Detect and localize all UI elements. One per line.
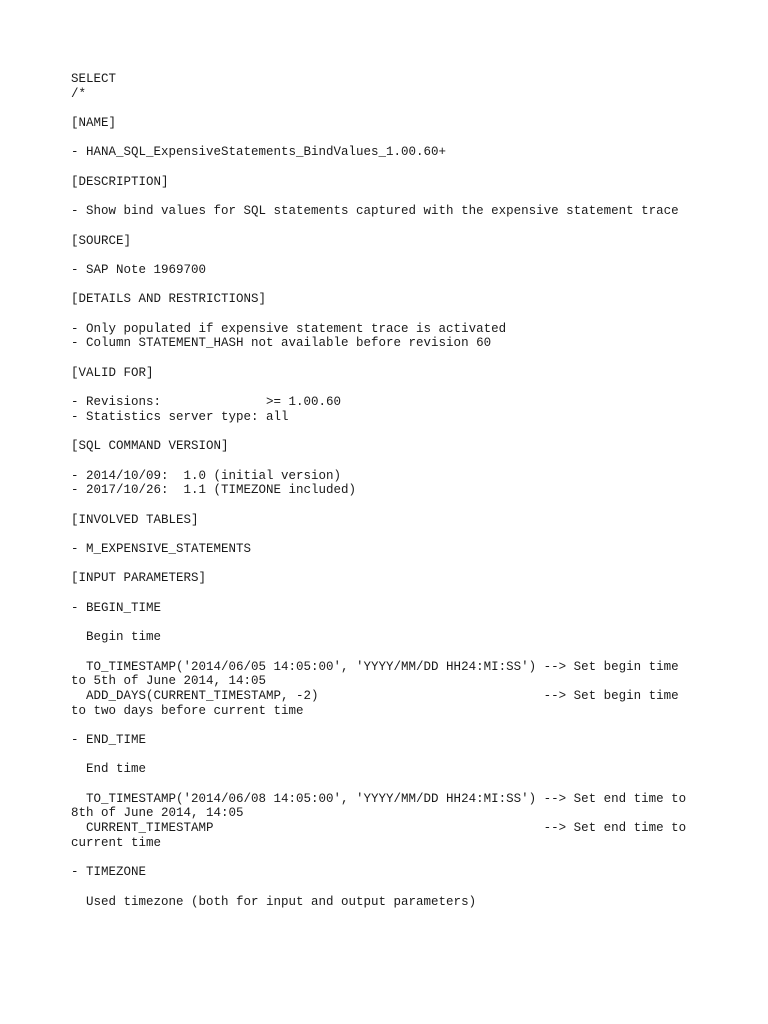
- text-line: [71, 645, 751, 660]
- text-line: to 5th of June 2014, 14:05: [71, 674, 267, 689]
- text-line: - 2014/10/09: 1.0 (initial version): [71, 468, 342, 483]
- text-line: [71, 748, 751, 763]
- text-line: CURRENT_TIMESTAMP --> Set end time to: [71, 821, 687, 836]
- document-body: [71, 72, 751, 924]
- section-heading: [DESCRIPTION]: [71, 174, 169, 189]
- text-line: [71, 219, 751, 234]
- text-line: [71, 101, 751, 116]
- text-line: TO_TIMESTAMP('2014/06/08 14:05:00', 'YYYY/MM/DD HH24:MI:SS') --> Set end time to: [71, 791, 687, 806]
- text-line: - BEGIN_TIME: [71, 600, 162, 615]
- text-line: - HANA_SQL_ExpensiveStatements_BindValues_1.00.60+: [71, 145, 447, 160]
- section-heading: [VALID FOR]: [71, 365, 154, 380]
- text-line: Used timezone (both for input and output parameters): [71, 894, 477, 909]
- text-line: [71, 307, 751, 322]
- text-line: End time: [71, 762, 147, 777]
- text-line: to two days before current time: [71, 703, 304, 718]
- section-heading: [SQL COMMAND VERSION]: [71, 439, 229, 454]
- text-line: SELECT: [71, 72, 117, 86]
- text-line: TO_TIMESTAMP('2014/06/05 14:05:00', 'YYYY/MM/DD HH24:MI:SS') --> Set begin time: [71, 659, 679, 674]
- text-line: [71, 880, 751, 895]
- text-line: [71, 131, 751, 146]
- text-line: [71, 557, 751, 572]
- text-line: [71, 586, 751, 601]
- section-heading: [SOURCE]: [71, 233, 132, 248]
- text-line: - 2017/10/26: 1.1 (TIMEZONE included): [71, 483, 357, 498]
- text-line: [71, 160, 751, 175]
- text-line: [71, 850, 751, 865]
- section-heading: [INPUT PARAMETERS]: [71, 571, 207, 586]
- text-line: /*: [71, 86, 87, 101]
- text-line: - END_TIME: [71, 732, 147, 747]
- text-line: [71, 527, 751, 542]
- text-line: - SAP Note 1969700: [71, 262, 207, 277]
- text-line: current time: [71, 835, 162, 850]
- text-line: Begin time: [71, 630, 162, 645]
- text-line: [71, 278, 751, 293]
- text-line: - Statistics server type: all: [71, 409, 289, 424]
- text-line: [71, 248, 751, 263]
- text-line: ADD_DAYS(CURRENT_TIMESTAMP, -2) --> Set begin time: [71, 688, 679, 703]
- text-line: - Only populated if expensive statement trace is activated: [71, 321, 507, 336]
- text-line: - TIMEZONE: [71, 865, 147, 880]
- text-line: [71, 454, 751, 469]
- text-line: [71, 380, 751, 395]
- section-heading: [NAME]: [71, 116, 117, 131]
- text-line: [71, 615, 751, 630]
- text-line: 8th of June 2014, 14:05: [71, 806, 244, 821]
- text-line: [71, 718, 751, 733]
- text-line: - M_EXPENSIVE_STATEMENTS: [71, 542, 252, 556]
- text-line: [71, 190, 751, 205]
- text-line: [71, 498, 751, 513]
- text-line: - Show bind values for SQL statements captured with the expensive statement trace: [71, 204, 679, 219]
- text-line: [71, 909, 751, 924]
- section-heading: [DETAILS AND RESTRICTIONS]: [71, 292, 267, 307]
- text-line: [71, 777, 751, 792]
- section-heading: [INVOLVED TABLES]: [71, 512, 199, 527]
- text-line: [71, 351, 751, 366]
- text-line: [71, 425, 751, 440]
- text-line: - Column STATEMENT_HASH not available before revision 60: [71, 336, 492, 351]
- text-line: - Revisions: >= 1.00.60: [71, 395, 342, 410]
